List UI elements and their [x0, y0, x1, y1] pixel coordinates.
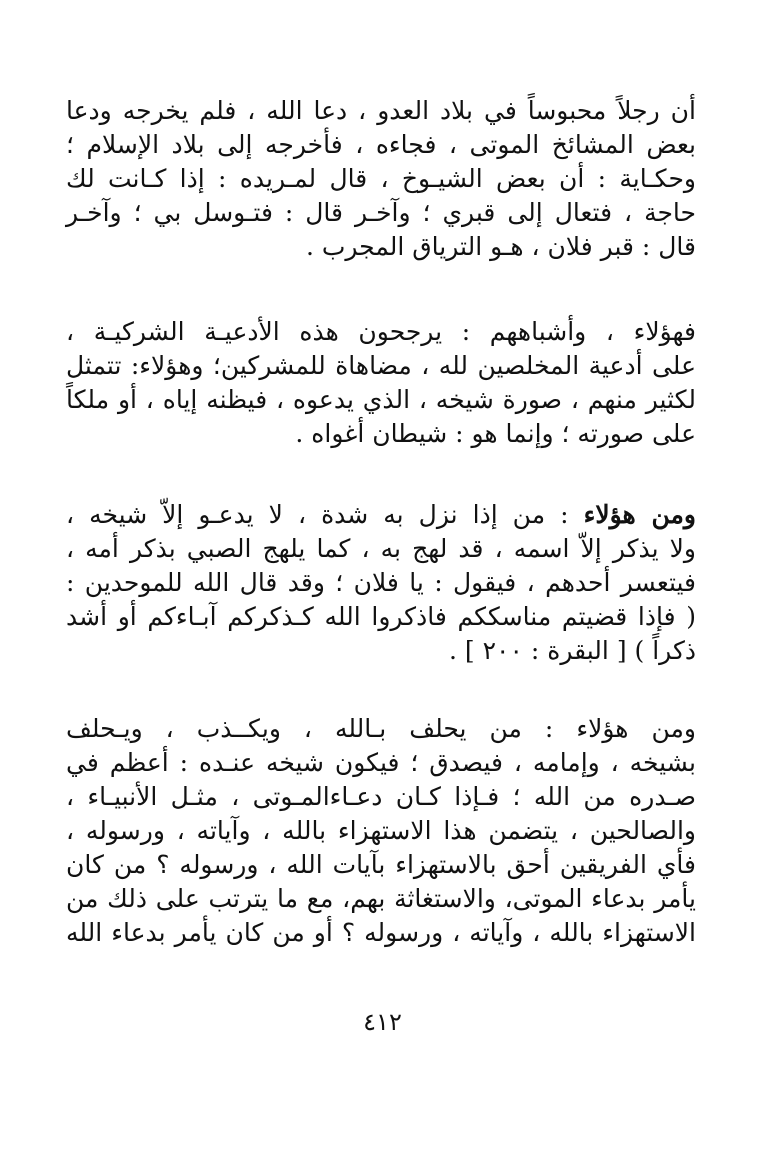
- text-line: صـدره من الله ؛ فـإذا كـان دعـاءالمـوتى ، مثـل الأنبيـاء ،: [66, 782, 696, 811]
- paragraph-2: [66, 315, 696, 451]
- text-line: حاجة ، فتعال إلى قبري ؛ وآخـر قال : فتـوسل بي ؛ وآخـر: [66, 198, 696, 227]
- text-line: فهؤلاء ، وأشباههم : يرجحون هذه الأدعيـة الشركيـة ،: [66, 317, 696, 346]
- text-line: على صورته ؛ وإنما هو : شيطان أغواه .: [295, 419, 696, 448]
- text-line: لكثير منهم ، صورة شيخه ، الذي يدعوه ، فيظنه إياه ، أو ملكاً: [66, 385, 696, 414]
- page-number: ٤١٢: [363, 1008, 402, 1036]
- text-line-rest: : من إذا نزل به شدة ، لا يدعـو إلاّ شيخه ،: [66, 500, 584, 529]
- text-line: قال : قبر فلان ، هـو الترياق المجرب .: [305, 232, 696, 261]
- text-line: على أدعية المخلصين لله ، مضاهاة للمشركين؛ وهؤلاء: تتمثل: [66, 351, 696, 380]
- text-line: الاستهزاء بالله ، وآياته ، ورسوله ؟ أو من كان يأمر بدعاء الله: [66, 918, 696, 947]
- bold-lead-in: ومن هؤلاء: [583, 500, 697, 529]
- text-line: أن رجلاً محبوساً في بلاد العدو ، دعا الله ، فلم يخرجه ودعا: [66, 96, 696, 125]
- text-line: بشيخه ، وإمامه ، فيصدق ؛ فيكون شيخه عنـده : أعظم في: [66, 748, 696, 777]
- text-line: والصالحين ، يتضمن هذا الاستهزاء بالله ، وآياته ، ورسوله ،: [66, 816, 696, 845]
- text-line: بعض المشائخ الموتى ، فجاءه ، فأخرجه إلى بلاد الإسلام ؛: [66, 130, 696, 159]
- text-line: فأي الفريقين أحق بالاستهزاء بآيات الله ، ورسوله ؟ من كان: [66, 850, 696, 879]
- paragraph-4: [66, 712, 696, 950]
- text-line: وحكـاية : أن بعض الشيـوخ ، قال لمـريده : إذا كـانت لك: [66, 164, 696, 193]
- text-line: يأمر بدعاء الموتى، والاستغاثة بهم، مع ما يترتب على ذلك من: [66, 884, 696, 913]
- paragraph-3: [66, 498, 696, 668]
- text-line: ومن هؤلاء : من يحلف بـالله ، ويكــذب ، ويـحلف: [66, 714, 696, 743]
- text-line: [66, 498, 696, 532]
- text-line: ( فإذا قضيتم مناسككم فاذكروا الله كـذكركم آبـاءكم أو أشد: [66, 602, 696, 631]
- paragraph-1: [66, 94, 696, 264]
- text-line: ذكراً ) [ البقرة : ٢٠٠ ] .: [449, 636, 696, 665]
- text-line: فيتعسر أحدهم ، فيقول : يا فلان ؛ وقد قال الله للموحدين :: [66, 568, 696, 597]
- text-line: ولا يذكر إلاّ اسمه ، قد لهج به ، كما يلهج الصبي بذكر أمه ،: [66, 534, 696, 563]
